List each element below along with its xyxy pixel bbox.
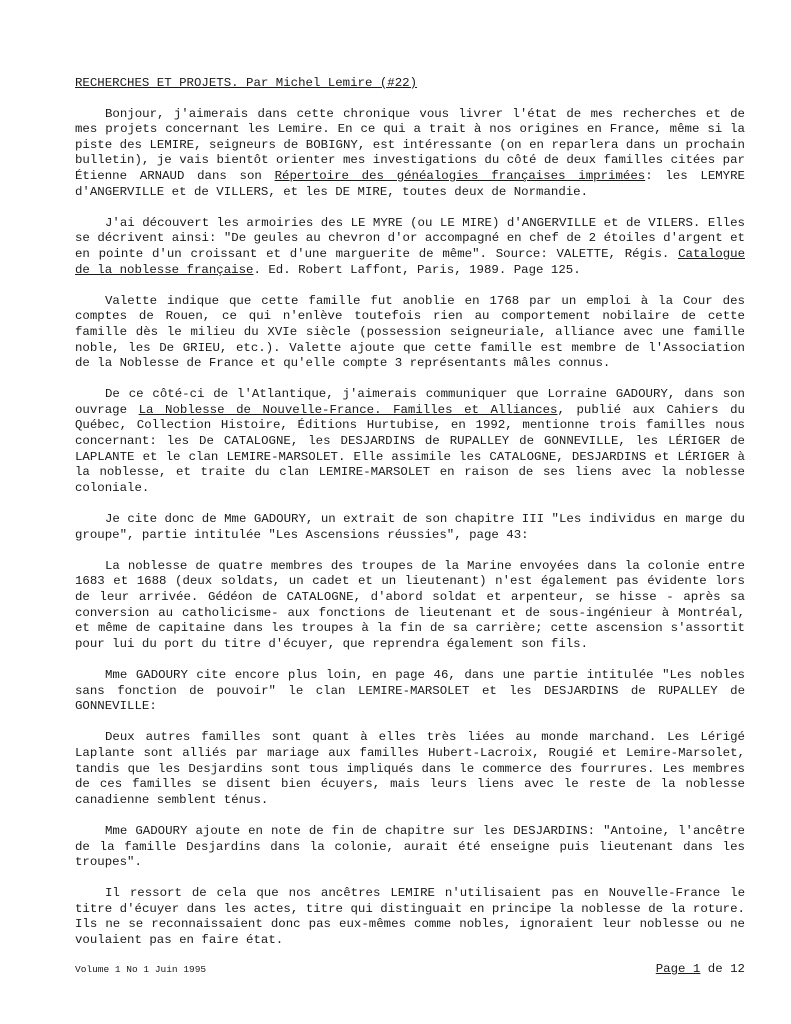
paragraph-page46: Mme GADOURY cite encore plus loin, en page 46, dans une partie intitulée "Les nobles sans fonction de pouvoir" le clan LEMIRE-MARSOLET et les DESJARDINS de RUPALLEY de GONNEVILLE: xyxy=(75,667,745,714)
page-number xyxy=(656,962,745,978)
page-footer xyxy=(75,962,745,978)
paragraph-conclusion: Il ressort de cela que nos ancêtres LEMIRE n'utilisaient pas en Nouvelle-France le titre d'écuyer dans les actes, titre qui distinguait en principe la noblesse de la roture. Ils ne se reconnaissaient donc pas eux-mêmes comme nobles, ignoraient leur noblesse ou ne voulaient pas en faire état. xyxy=(75,886,745,948)
quote-catalogne: La noblesse de quatre membres des troupes de la Marine envoyées dans la colonie entre 1683 et 1688 (deux soldats, un cadet et un lieutenant) n'est également pas évidente lors de leur arrivée. Gédéon de CATALOGNE, d'abord soldat et arpenteur, se hisse - après sa conversion au catholicisme- aux fonctions de lieutenant et de sous-ingénieur à Montréal, et même de capitaine dans les troupes à la fin de sa carrière; cette ascension s'assortit pour lui du port du titre d'écuyer, que reprendra également son fils. xyxy=(75,558,745,651)
quote-familles: Deux autres familles sont quant à elles très liées au monde marchand. Les Lérigé Laplante sont alliés par mariage aux familles Hubert-Lacroix, Rougié et Lemire-Marsolet, tandis que les Desjardins sont tous impliqués dans le commerce des fourrures. Les membres de ces familles se disent bien écuyers, mais leurs liens avec le reste de la noblesse canadienne semblent ténus. xyxy=(75,730,745,807)
document-body xyxy=(75,76,745,964)
reference-catalogue: Catalogue de la noblesse française xyxy=(75,246,745,277)
paragraph-intro xyxy=(75,107,745,201)
page-number-label: Page 1 xyxy=(655,962,701,976)
paragraph-intro-text-b: : les LEMYRE d'ANGERVILLE et de VILLERS, et les DE MIRE, toutes deux de Normandie. xyxy=(75,168,745,199)
paragraph-citation-intro: Je cite donc de Mme GADOURY, un extrait de son chapitre III "Les individus en marge du groupe", partie intitulée "Les Ascensions réussies", page 43: xyxy=(75,512,745,542)
paragraph-intro-text-a: Bonjour, j'aimerais dans cette chronique vous livrer l'état de mes recherches et de mes projets concernant les Lemire. En ce qui a trait à nos origines en France, même si la piste des LEMIRE, seigneurs de BOBIGNY, est intéressante (on en reparlera dans un prochain bulletin), je vais bientôt orienter mes investigations du côté de deux familles citées par Étienne ARNAUD dans son xyxy=(75,106,745,183)
paragraph-armoiries xyxy=(75,216,745,278)
paragraph-gadoury xyxy=(75,387,745,496)
paragraph-desjardins: Mme GADOURY ajoute en note de fin de chapitre sur les DESJARDINS: "Antoine, l'ancêtre de la famille Desjardins dans la colonie, aurait été enseigne puis lieutenant dans les troupes". xyxy=(75,823,745,870)
volume-info: Volume 1 No 1 Juin 1995 xyxy=(75,964,207,975)
paragraph-gadoury-text-a: De ce côté-ci de l'Atlantique, j'aimerais communiquer que Lorraine GADOURY, dans son ouvrage xyxy=(75,387,745,417)
paragraph-valette: Valette indique que cette famille fut anoblie en 1768 par un emploi à la Cour des comptes de Rouen, ce qui n'enlève toutefois rien au comportement nobilaire de cette famille dès le milieu du XVIe siècle (possession seigneuriale, alliance avec une famille noble, les De GRIEU, etc.). Valette ajoute que cette famille est membre de l'Association de la Noblesse de France et qu'elle compte 3 représentants mâles connus. xyxy=(75,293,745,371)
page-number-total: de 12 xyxy=(700,962,745,976)
reference-repertoire: Répertoire des généalogies françaises imprimées xyxy=(274,168,646,183)
paragraph-gadoury-text-b: , publié aux Cahiers du Québec, Collection Histoire, Éditions Hurtubise, en 1992, mentionne trois familles nous concernant: les De CATALOGNE, les DESJARDINS de RUPALLEY de GONNEVILLE, les LÉRIGER de LAPLANTE et le clan LEMIRE-MARSOLET. Elle assimile les CATALOGNE, DESJARDINS et LÉRIGER à la noblesse, et traite du clan LEMIRE-MARSOLET en raison de ses liens avec la noblesse coloniale. xyxy=(75,402,745,495)
paragraph-armoiries-text-b: . Ed. Robert Laffont, Paris, 1989. Page 125. xyxy=(253,262,581,277)
reference-noblesse: La Noblesse de Nouvelle-France. Familles et Alliances xyxy=(138,402,558,417)
paragraph-armoiries-text-a: J'ai découvert les armoiries des LE MYRE (ou LE MIRE) d'ANGERVILLE et de VILERS. Elles se décrivent ainsi: "De geules au chevron d'or accompagné en chef de 2 étoiles d'argent et en pointe d'un croissant et d'une marguerite de même". Source: VALETTE, Régis. xyxy=(75,215,745,261)
article-title: RECHERCHES ET PROJETS. Par Michel Lemire (#22) xyxy=(75,76,418,90)
